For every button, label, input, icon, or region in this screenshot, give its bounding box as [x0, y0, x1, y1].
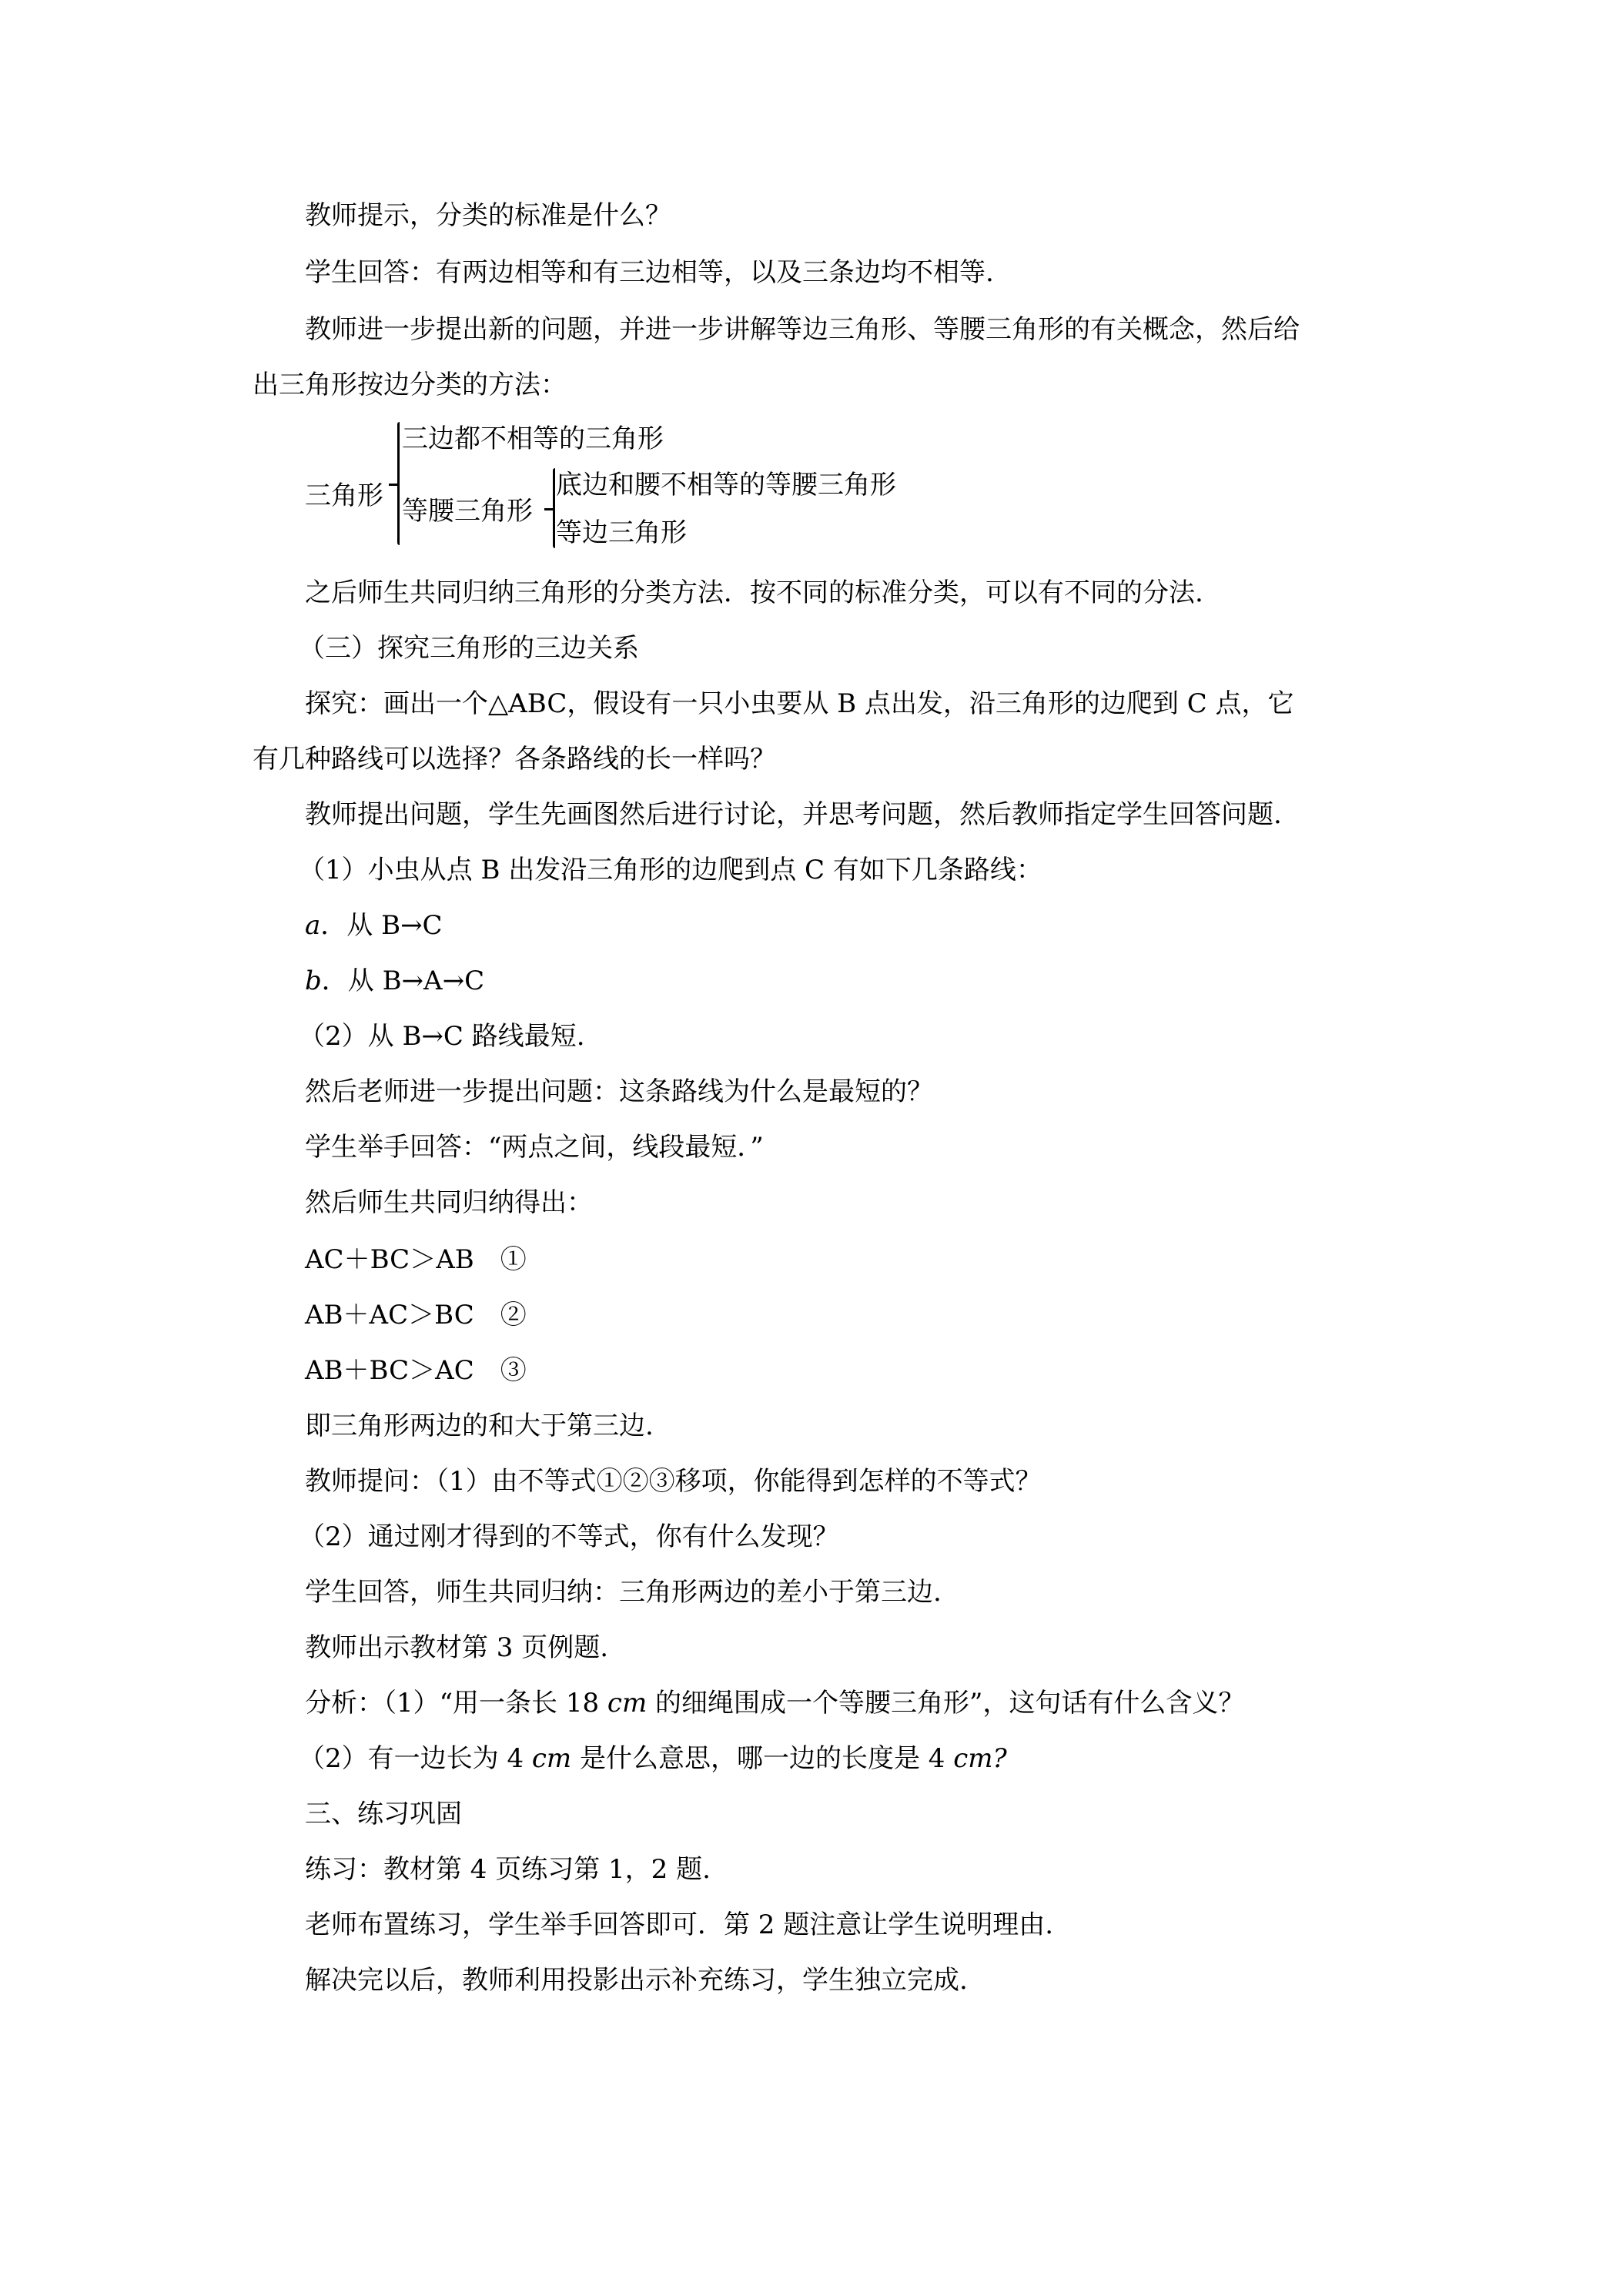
- route-a-letter: a: [305, 910, 321, 941]
- paragraph: （1）小虫从点 B 出发沿三角形的边爬到点 C 有如下几条路线：: [299, 855, 1042, 885]
- paragraph: 探究：画出一个△ABC，假设有一只小虫要从 B 点出发，沿三角形的边爬到 C 点，它: [305, 688, 1294, 719]
- paragraph: 然后师生共同归纳得出：: [305, 1187, 593, 1218]
- analysis-2-text-b: 是什么意思，哪一边的长度是 4: [571, 1743, 954, 1774]
- paragraph: 教师提示，分类的标准是什么？: [305, 200, 671, 231]
- paragraph: 然后老师进一步提出问题：这条路线为什么是最短的？: [305, 1076, 933, 1107]
- analysis-2: [299, 1742, 1007, 1776]
- tree-item-equilateral: 等边三角形: [556, 517, 687, 548]
- left-brace: [397, 422, 400, 545]
- route-a: [305, 909, 443, 942]
- inequality-1: AC＋BC＞AB ①: [305, 1244, 527, 1275]
- paragraph: 老师布置练习，学生举手回答即可．第 2 题注意让学生说明理由.: [305, 1909, 1054, 1940]
- paragraph: 教师提出问题，学生先画图然后进行讨论，并思考问题，然后教师指定学生回答问题.: [305, 799, 1282, 830]
- paragraph: （2）从 B→C 路线最短.: [299, 1021, 585, 1052]
- paragraph: 出三角形按边分类的方法：: [253, 370, 567, 400]
- paragraph: 之后师生共同归纳三角形的分类方法．按不同的标准分类，可以有不同的分法.: [305, 577, 1203, 608]
- route-b: [305, 964, 484, 998]
- route-a-text: ．从 B→C: [320, 910, 443, 941]
- paragraph: 学生回答：有两边相等和有三边相等，以及三条边均不相等.: [305, 257, 994, 288]
- tree-item-scalene: 三边都不相等的三角形: [402, 423, 664, 454]
- unit-cm: cm: [531, 1743, 572, 1774]
- inner-brace: [553, 468, 555, 548]
- analysis-1: [305, 1686, 1244, 1720]
- paragraph: 解决完以后，教师利用投影出示补充练习，学生独立完成.: [305, 1965, 968, 1996]
- paragraph: 有几种路线可以选择？各条路线的长一样吗？: [253, 744, 776, 775]
- route-b-text: ．从 B→A→C: [321, 966, 485, 996]
- section-heading: 三、练习巩固: [305, 1799, 462, 1829]
- tree-item-iso-non-equilateral: 底边和腰不相等的等腰三角形: [556, 470, 896, 500]
- paragraph: 即三角形两边的和大于第三边.: [305, 1411, 654, 1441]
- analysis-2-text-a: （2）有一边长为 4: [299, 1743, 532, 1774]
- paragraph: 教师提问：（1）由不等式①②③移项，你能得到怎样的不等式？: [305, 1466, 1042, 1497]
- paragraph: 教师进一步提出新的问题，并进一步讲解等边三角形、等腰三角形的有关概念，然后给: [305, 314, 1300, 345]
- unit-cm: cm: [607, 1688, 648, 1719]
- paragraph: 学生举手回答：“两点之间，线段最短．”: [305, 1132, 764, 1163]
- paragraph: 教师出示教材第 3 页例题.: [305, 1632, 609, 1663]
- paragraph: （2）通过刚才得到的不等式，你有什么发现？: [299, 1521, 839, 1552]
- paragraph: 学生回答，师生共同归纳：三角形两边的差小于第三边.: [305, 1577, 942, 1608]
- tree-item-isosceles: 等腰三角形: [402, 496, 533, 527]
- paragraph: 练习：教材第 4 页练习第 1，2 题.: [305, 1854, 711, 1885]
- tree-root-label: 三角形: [305, 480, 383, 511]
- analysis-1-text-a: 分析：（1）“用一条长 18: [305, 1688, 607, 1719]
- section-heading: （三）探究三角形的三边关系: [299, 633, 639, 664]
- route-b-letter: b: [305, 966, 322, 996]
- inequality-2: AB＋AC＞BC ②: [305, 1300, 527, 1330]
- unit-cm: cm?: [953, 1743, 1007, 1774]
- inequality-3: AB＋BC＞AC ③: [305, 1355, 527, 1386]
- analysis-1-text-b: 的细绳围成一个等腰三角形”，这句话有什么含义？: [647, 1688, 1245, 1719]
